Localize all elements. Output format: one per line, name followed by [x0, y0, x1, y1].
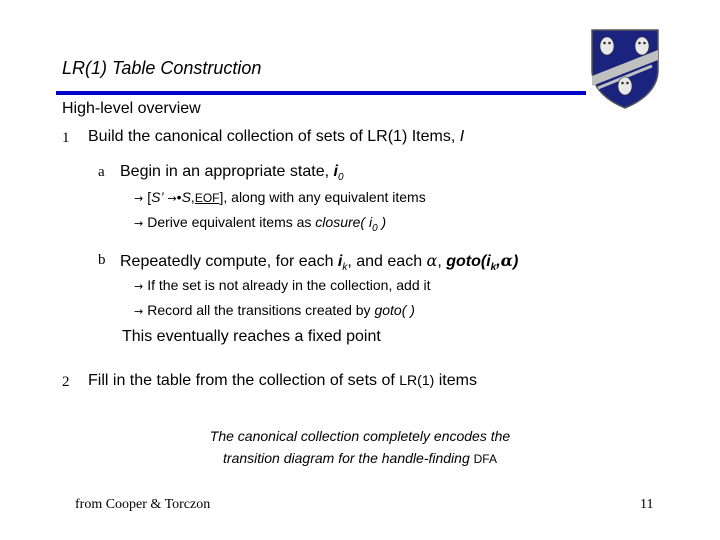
subitem-a-point-2: → Derive equivalent items as closure( $i_0$ ) — [134, 214, 387, 234]
item-1-text: Build the canonical collection of sets of LR(1) Items, I — [88, 128, 465, 145]
slide-title: LR(1) Table Construction — [62, 58, 262, 78]
arrow-icon: → — [167, 192, 177, 205]
arrow-icon: → — [134, 217, 144, 230]
footer-credit: from Cooper & Torczon — [75, 497, 211, 512]
subitem-a-point-1: → [S’ →•S,EOF], along with any equivalent items — [134, 189, 426, 205]
item-1-conclusion: This eventually reaches a fixed point — [122, 328, 381, 345]
subitem-b-point-1: → If the set is not already in the collection, add it — [134, 277, 431, 293]
arrow-icon: → — [134, 192, 144, 205]
arrow-icon: → — [134, 280, 144, 293]
item-1-var: I — [459, 128, 465, 145]
subitem-a-marker: a — [98, 164, 105, 180]
subitem-b-point-2: → Record all the transitions created by goto( ) — [134, 302, 415, 318]
item-2-text: Fill in the table from the collection of sets of LR(1) items — [88, 372, 477, 389]
item-2-marker: 2 — [62, 374, 70, 390]
caption: The canonical collection completely encodes the transition diagram for the handle-finding DFA — [209, 428, 511, 466]
arrow-icon: → — [134, 305, 144, 318]
rice-crest-icon — [590, 28, 660, 110]
title-rule — [56, 91, 586, 95]
item-1-marker: 1 — [62, 130, 70, 146]
subitem-a-text: Begin in an appropriate state, $i_0$ — [120, 163, 344, 184]
subitem-b-text: Repeatedly compute, for each $i_k$, and each α, $goto(i_k,\alpha)$ — [120, 251, 519, 274]
page-number: 11 — [640, 497, 654, 512]
subtitle: High-level overview — [62, 100, 201, 117]
subitem-b-marker: b — [98, 252, 106, 268]
